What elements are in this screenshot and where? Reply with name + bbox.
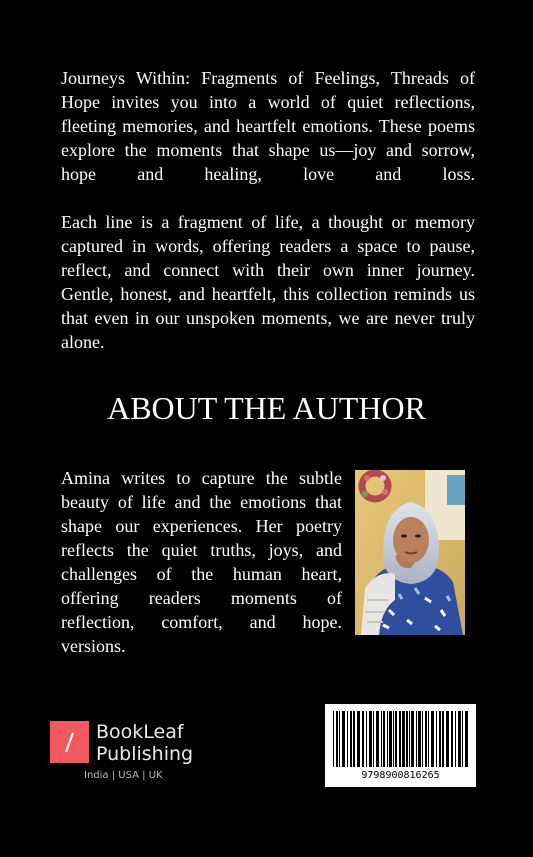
barcode-bar <box>381 711 382 767</box>
barcode-bar <box>387 711 388 767</box>
description-line-10: that even in our unspoken moments, we are never truly <box>61 308 475 328</box>
barcode-bar <box>418 711 421 767</box>
barcode-bar <box>342 711 345 767</box>
barcode-bar <box>336 711 338 767</box>
description-line-8: reflect, and connect with their own inner journey. <box>61 260 475 280</box>
barcode-bar <box>393 711 394 767</box>
bio-line-3: shape our experiences. Her poetry <box>61 516 342 536</box>
description-line-7: captured in words, offering readers a space to pause, <box>61 236 475 256</box>
barcode-bar <box>446 711 449 767</box>
barcode-bar <box>350 711 352 767</box>
barcode-bar <box>366 711 367 767</box>
description-line-5: hope and healing, love and loss. <box>61 164 475 184</box>
barcode-bar <box>353 711 355 767</box>
barcode-bar <box>376 711 379 767</box>
bio-line-7: reflection, comfort, and hope. <box>61 612 342 632</box>
isbn-number: 9798900816265 <box>361 770 440 781</box>
barcode-bar <box>369 711 372 767</box>
publisher-name-line2: Publishing <box>96 743 194 765</box>
barcode-bar <box>411 711 414 767</box>
isbn-barcode <box>325 704 476 787</box>
barcode-bar <box>425 711 427 767</box>
barcode-bar <box>406 711 408 767</box>
barcode-bar <box>451 711 453 767</box>
barcode-bar <box>399 711 401 767</box>
barcode-bar <box>455 711 456 767</box>
description-line-6: Each line is a fragment of life, a thought or memory <box>61 212 475 232</box>
barcode-bar <box>373 711 374 767</box>
barcode-bar <box>431 711 434 767</box>
description-line-1: Journeys Within: Fragments of Feelings, Threads of <box>61 68 475 88</box>
barcode-bar <box>436 711 437 767</box>
bio-line-2: beauty of life and the emotions that <box>61 492 342 512</box>
barcode-bar <box>416 711 417 767</box>
barcode-bar <box>465 711 468 767</box>
publisher-regions: India | USA | UK <box>84 770 163 781</box>
barcode-bar <box>458 711 461 767</box>
barcode-bar <box>339 711 340 767</box>
barcode-bar <box>347 711 348 767</box>
barcode-bars <box>325 704 476 770</box>
description-line-4: explore the moments that shape us—joy and sorrow, <box>61 140 475 160</box>
publisher-logo-mark <box>50 721 89 763</box>
description-line-11: alone. <box>61 332 105 352</box>
barcode-bar <box>383 711 385 767</box>
description-line-9: Gentle, honest, and heartfelt, this collection reminds us <box>61 284 475 304</box>
barcode-bar <box>402 711 405 767</box>
description-line-3: fleeting memories, and heartfelt emotions. These poems <box>61 116 475 136</box>
barcode-bar <box>428 711 429 767</box>
barcode-bar <box>439 711 441 767</box>
bio-line-4: reflects the quiet truths, joys, and <box>61 540 342 560</box>
barcode-bar <box>362 711 364 767</box>
bio-line-1: Amina writes to capture the subtle <box>61 468 342 488</box>
barcode-bar <box>409 711 410 767</box>
bio-line-5: challenges of the human heart, <box>61 564 342 584</box>
barcode-bar <box>462 711 463 767</box>
barcode-bar <box>357 711 360 767</box>
publisher-name-line1: BookLeaf <box>96 721 184 743</box>
about-author-heading: ABOUT THE AUTHOR <box>107 390 426 426</box>
barcode-bar <box>389 711 392 767</box>
author-photo <box>355 470 465 635</box>
bio-line-8: versions. <box>61 636 126 656</box>
barcode-bar <box>422 711 423 767</box>
barcode-bar <box>442 711 444 767</box>
barcode-bar <box>333 711 334 767</box>
barcode-bar <box>395 711 397 767</box>
bio-line-6: offering readers moments of <box>61 588 342 608</box>
description-line-2: Hope invites you into a world of quiet reflections, <box>61 92 475 112</box>
